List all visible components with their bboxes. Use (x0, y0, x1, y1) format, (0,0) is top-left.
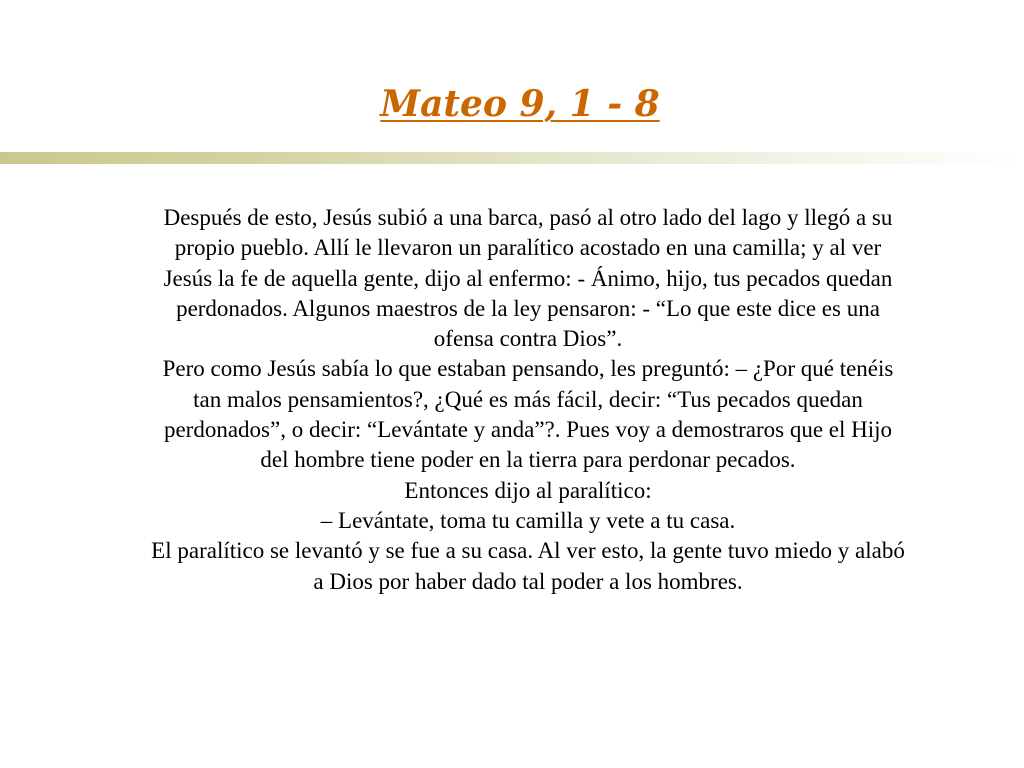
slide-body (150, 203, 906, 597)
body-paragraph-3: Entonces dijo al paralítico: (404, 477, 652, 503)
body-paragraph-2: Pero como Jesús sabía lo que estaban pensando, les preguntó: – ¿Por qué tenéis tan malos pensamientos?, ¿Qué es más fácil, decir: “Tus pecados quedan perdonados”, o decir: “Levántate y anda”?. Pues voy a demostraros que el Hijo del hombre tiene poder en la tierra para perdonar pecados. (162, 356, 894, 473)
title-divider (0, 152, 1024, 164)
body-paragraph-1: Después de esto, Jesús subió a una barca, pasó al otro lado del lago y llegó a su propio pueblo. Allí le llevaron un paralítico acostado en una camilla; y al ver Jesús la fe de aquella gente, dijo al enfermo: - Ánimo, hijo, tus pecados quedan perdonados. Algunos maestros de la ley pensaron: - “Lo que este dice es una ofensa contra Dios”. (163, 205, 893, 352)
body-paragraph-4: – Levántate, toma tu camilla y vete a tu casa. (320, 507, 736, 533)
body-paragraph-5: El paralítico se levantó y se fue a su casa. Al ver esto, la gente tuvo miedo y alabó a Dios por haber dado tal poder a los hombres. (151, 538, 905, 594)
slide-title: Mateo 9, 1 - 8 (380, 83, 660, 125)
